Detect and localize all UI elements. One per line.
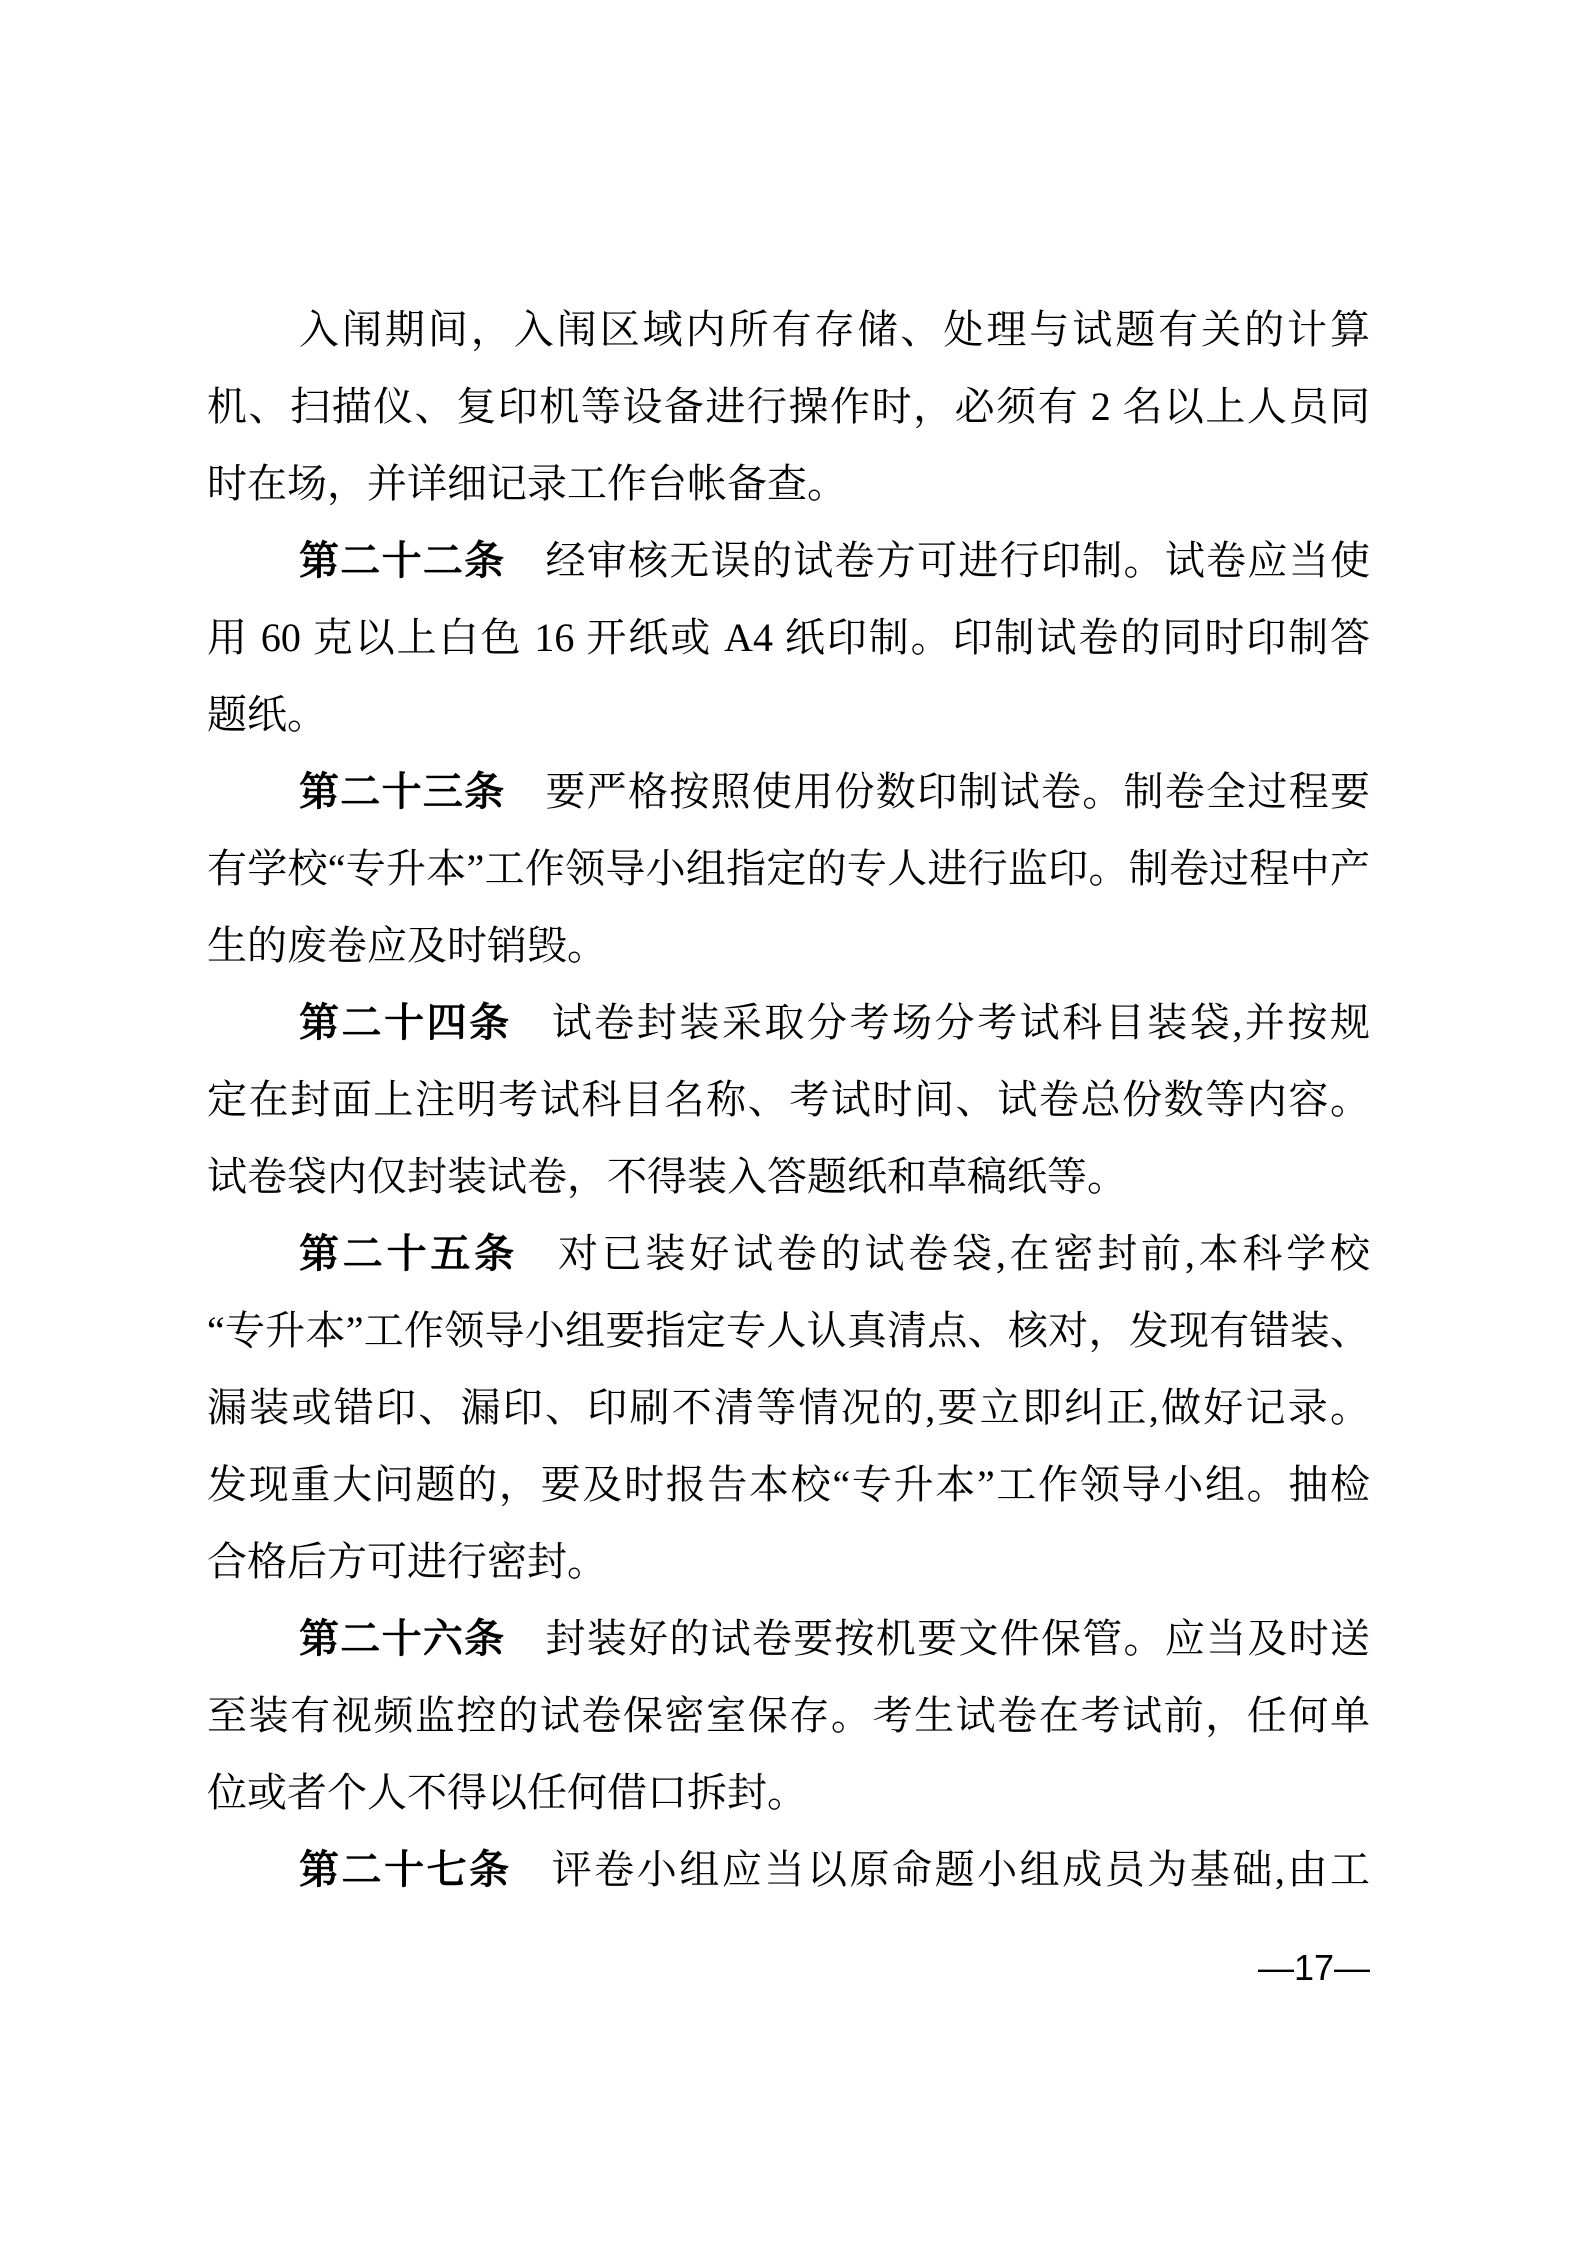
paragraph-line: 合格后方可进行密封。	[207, 1539, 607, 1584]
paragraph-line: 位或者个人不得以任何借口拆封。	[207, 1770, 807, 1815]
paragraph-line: 生的废卷应及时销毁。	[207, 923, 607, 968]
article-text: 经审核无误的试卷方可进行印制。试卷应当使	[545, 538, 1371, 583]
article-number: 第二十二条	[299, 538, 506, 583]
article-heading-line	[207, 1600, 1370, 1677]
paragraph-line: 机、扫描仪、复印机等设备进行操作时，必须有 2 名以上人员同	[207, 384, 1370, 429]
article-number: 第二十五条	[299, 1231, 518, 1276]
paragraph-line: 漏装或错印、漏印、印刷不清等情况的,要立即纠正,做好记录。	[207, 1385, 1370, 1430]
article-text: 试卷封装采取分考场分考试科目装袋,并按规	[551, 1000, 1371, 1045]
article-heading-line	[207, 1215, 1370, 1292]
article-number: 第二十三条	[299, 769, 506, 814]
article-text: 评卷小组应当以原命题小组成员为基础,由工	[551, 1847, 1371, 1892]
paragraph-line: 定在封面上注明考试科目名称、考试时间、试卷总份数等内容。	[207, 1077, 1370, 1122]
article-heading-line	[207, 1831, 1370, 1908]
paragraph-line: 试卷袋内仅封装试卷，不得装入答题纸和草稿纸等。	[207, 1154, 1127, 1199]
paragraph-line: 题纸。	[207, 692, 327, 737]
paragraph-line: 至装有视频监控的试卷保密室保存。考生试卷在考试前，任何单	[207, 1693, 1370, 1738]
article-text: 要严格按照使用份数印制试卷。制卷全过程要	[545, 769, 1371, 814]
paragraph-line: 发现重大问题的，要及时报告本校“专升本”工作领导小组。抽检	[207, 1462, 1370, 1507]
paragraph-line: 用 60 克以上白色 16 开纸或 A4 纸印制。印制试卷的同时印制答	[207, 615, 1370, 660]
article-heading-line	[207, 753, 1370, 830]
paragraph-line: 时在场，并详细记录工作台帐备查。	[207, 461, 847, 506]
article-number: 第二十四条	[299, 1000, 512, 1045]
page-number: —17—	[1257, 1947, 1370, 1988]
article-heading-line	[207, 984, 1370, 1061]
paragraph-line: 入闱期间，入闱区域内所有存储、处理与试题有关的计算	[299, 307, 1370, 352]
article-number: 第二十六条	[299, 1616, 506, 1661]
article-number: 第二十七条	[299, 1847, 512, 1892]
article-text: 封装好的试卷要按机要文件保管。应当及时送	[545, 1616, 1371, 1661]
document-body	[207, 291, 1370, 1908]
article-heading-line	[207, 522, 1370, 599]
article-text: 对已装好试卷的试卷袋,在密封前,本科学校	[557, 1231, 1371, 1276]
paragraph-line: 有学校“专升本”工作领导小组指定的专人进行监印。制卷过程中产	[207, 846, 1370, 891]
paragraph-line: “专升本”工作领导小组要指定专人认真清点、核对，发现有错装、	[207, 1308, 1370, 1353]
